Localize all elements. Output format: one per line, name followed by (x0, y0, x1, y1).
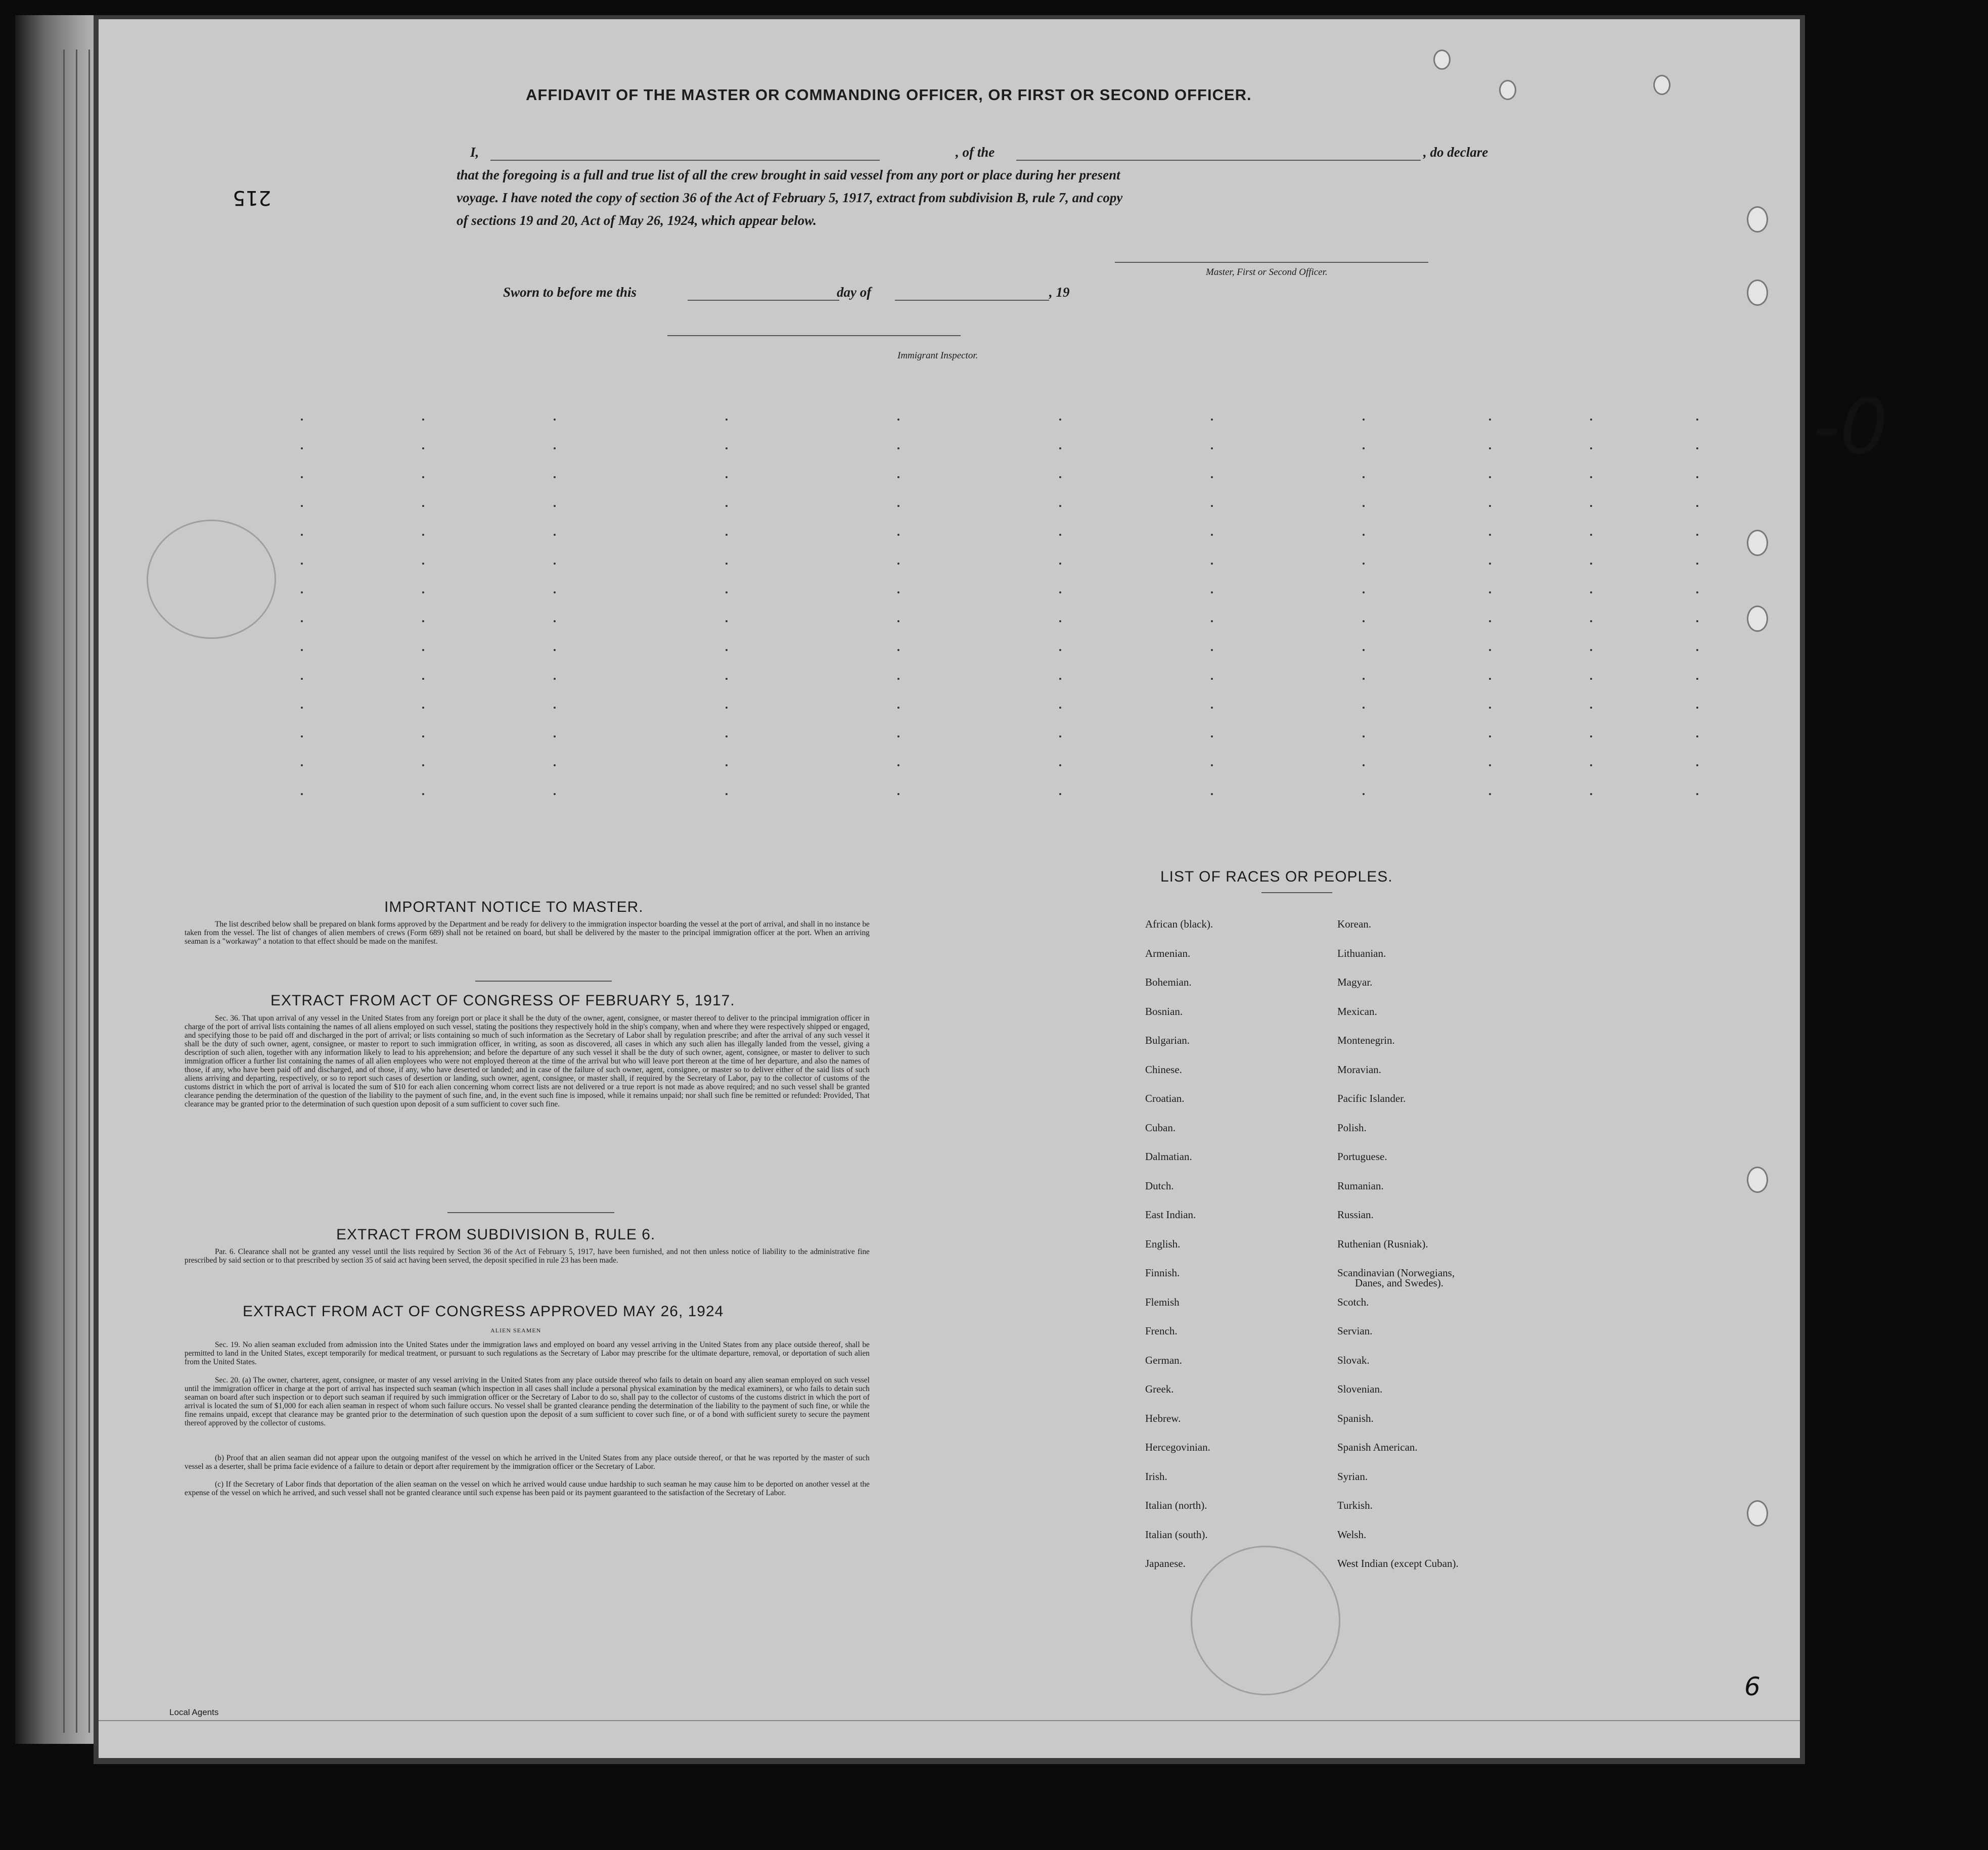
faint-dot (554, 649, 556, 651)
name-blank-line (490, 160, 880, 161)
faint-dot (422, 764, 424, 766)
faint-dot (726, 678, 728, 680)
faint-dot (726, 649, 728, 651)
faint-dot (726, 563, 728, 565)
race-item: German. (1145, 1354, 1182, 1366)
punch-hole (1747, 206, 1768, 233)
faint-dot (1590, 563, 1592, 565)
faint-dot (1211, 591, 1213, 593)
faint-dot (1211, 707, 1213, 709)
faint-dot (1059, 735, 1061, 737)
faint-dot (301, 735, 303, 737)
faint-dot (1363, 563, 1365, 565)
faint-dot (1059, 447, 1061, 449)
faint-dot (1696, 534, 1698, 536)
punch-hole (1653, 75, 1670, 95)
faint-stamp (1191, 1546, 1340, 1695)
officer-signature-line (1115, 262, 1428, 263)
race-item: French. (1145, 1325, 1178, 1337)
notice-title: IMPORTANT NOTICE TO MASTER. (384, 899, 644, 915)
affidavit-line2: that the foregoing is a full and true list of all the crew brought in said vessel from any port or place during her present (457, 167, 1120, 182)
faint-dot (422, 419, 424, 421)
race-item: Bosnian. (1145, 1005, 1183, 1018)
faint-dot (554, 447, 556, 449)
punch-hole (1747, 1167, 1768, 1193)
punch-hole (1747, 530, 1768, 556)
faint-dot (301, 764, 303, 766)
faint-dot (897, 649, 899, 651)
faint-dot (726, 591, 728, 593)
faint-dot (1696, 505, 1698, 507)
faint-dot (1211, 649, 1213, 651)
race-item: Ruthenian (Rusniak). (1337, 1237, 1428, 1250)
faint-dot (422, 735, 424, 737)
page-edge-line (63, 50, 65, 1733)
faint-dot (897, 620, 899, 622)
faint-dot (1489, 505, 1491, 507)
race-item: Greek. (1145, 1383, 1174, 1395)
race-item: Italian (south). (1145, 1528, 1208, 1541)
faint-dot (301, 620, 303, 622)
faint-dot (1590, 764, 1592, 766)
race-item: Polish. (1337, 1121, 1367, 1134)
local-agents-label: Local Agents (169, 1707, 219, 1717)
faint-dot (1696, 649, 1698, 651)
race-item: Bohemian. (1145, 976, 1192, 988)
faint-dot (726, 419, 728, 421)
affidavit-title: AFFIDAVIT OF THE MASTER OR COMMANDING OFFICER, OR FIRST OR SECOND OFFICER. (526, 86, 1252, 104)
faint-dot (1211, 620, 1213, 622)
faint-dot (1590, 707, 1592, 709)
faint-dot (1696, 735, 1698, 737)
faint-dot (1363, 534, 1365, 536)
extract-1924-sec19: Sec. 19. No alien seaman excluded from admission into the United States under the immigration laws and employed on board any vessel arriving in the United States from any place outside thereof, shall be permitted to land in the United States, except temporarily for medical treatment, or pursuant to such regulations as the Secretary of Labor may prescribe for the ultimate departure, removal, or deportation of such alien from the United States. (185, 1340, 870, 1366)
faint-dot (301, 505, 303, 507)
faint-dot (726, 793, 728, 795)
faint-dot (1696, 707, 1698, 709)
race-item: Slovak. (1337, 1354, 1370, 1366)
faint-dot (1211, 419, 1213, 421)
faint-dot (897, 735, 899, 737)
faint-dot (897, 764, 899, 766)
faint-dot (1363, 447, 1365, 449)
race-item: Spanish. (1337, 1412, 1374, 1424)
race-item: Servian. (1337, 1325, 1373, 1337)
race-item: Chinese. (1145, 1063, 1182, 1076)
race-item: Welsh. (1337, 1528, 1367, 1541)
faint-dot (897, 591, 899, 593)
faint-dot (1489, 764, 1491, 766)
faint-dot (1059, 620, 1061, 622)
faint-dot (422, 707, 424, 709)
faint-dot (726, 534, 728, 536)
alien-seamen-subtitle: ALIEN SEAMEN (490, 1327, 541, 1334)
handwritten-corner-mark: 6 (1744, 1672, 1760, 1701)
inspector-signature-line (667, 335, 961, 336)
race-item: Korean. (1337, 918, 1372, 930)
handwritten-page-number: 215 (233, 186, 272, 209)
race-item: Cuban. (1145, 1121, 1176, 1134)
race-item: East Indian. (1145, 1209, 1196, 1221)
faint-dot (1059, 419, 1061, 421)
sworn-text: Sworn to before me this (503, 285, 637, 300)
faint-dot (554, 707, 556, 709)
faint-dot (422, 678, 424, 680)
race-item: Lithuanian. (1337, 947, 1386, 959)
race-item: English. (1145, 1237, 1181, 1250)
faint-dot (1696, 447, 1698, 449)
day-of-text: day of (837, 285, 872, 300)
faint-dot (1489, 447, 1491, 449)
faint-dot (1059, 591, 1061, 593)
faint-dot (897, 563, 899, 565)
divider (475, 981, 612, 982)
page-edge-line (88, 50, 90, 1733)
faint-dot (1590, 678, 1592, 680)
faint-dot (422, 534, 424, 536)
faint-dot (1363, 764, 1365, 766)
faint-dot (1211, 476, 1213, 478)
affidavit-declare: , do declare (1423, 145, 1488, 160)
faint-dot (1059, 793, 1061, 795)
extract-1924-title: EXTRACT FROM ACT OF CONGRESS APPROVED MAY 26, 1924 (243, 1303, 724, 1320)
faint-dot (1211, 563, 1213, 565)
race-item: Irish. (1145, 1470, 1167, 1483)
sworn-day-line (688, 300, 839, 301)
faint-dot (1059, 649, 1061, 651)
faint-dot (301, 534, 303, 536)
race-item: Pacific Islander. (1337, 1092, 1406, 1104)
faint-dot (1590, 476, 1592, 478)
faint-dot (1489, 793, 1491, 795)
faint-dot (1489, 476, 1491, 478)
divider (447, 1212, 614, 1213)
faint-dot (1590, 419, 1592, 421)
faint-dot (301, 419, 303, 421)
faint-dot (1363, 793, 1365, 795)
faint-dot (301, 649, 303, 651)
faint-dot (554, 620, 556, 622)
faint-dot (1489, 678, 1491, 680)
race-item: Finnish. (1145, 1267, 1180, 1279)
faint-dot (1696, 419, 1698, 421)
race-item: Italian (north). (1145, 1499, 1207, 1511)
faint-dot (301, 447, 303, 449)
faint-dot (726, 764, 728, 766)
manifest-page (99, 19, 1888, 1758)
race-item: Montenegrin. (1337, 1034, 1395, 1046)
officer-label: Master, First or Second Officer. (1206, 267, 1328, 278)
faint-dot (422, 563, 424, 565)
race-item: Magyar. (1337, 976, 1373, 988)
faint-dot (1489, 419, 1491, 421)
faint-dot (554, 419, 556, 421)
extract-1917-title: EXTRACT FROM ACT OF CONGRESS OF FEBRUARY 5, 1917. (270, 992, 735, 1009)
faint-dot (1590, 591, 1592, 593)
faint-dot (422, 476, 424, 478)
punch-hole (1433, 50, 1451, 70)
page-edge-line (76, 50, 77, 1733)
race-item: Turkish. (1337, 1499, 1373, 1511)
faint-dot (422, 649, 424, 651)
race-item: Russian. (1337, 1209, 1374, 1221)
faint-dot (301, 707, 303, 709)
faint-dot (897, 447, 899, 449)
vessel-blank-line (1016, 160, 1421, 161)
faint-dot (554, 563, 556, 565)
faint-dot (1696, 591, 1698, 593)
faint-dot (726, 735, 728, 737)
extract-1924-sec20b: (b) Proof that an alien seaman did not appear upon the outgoing manifest of the vessel on which he arrived in the United States from any place outside thereof, or that he was reported by the master of such vessel as a deserter, shall be prima facie evidence of a failure to detain or deport after requirement by the immigration officer or the Secretary of Labor. (185, 1454, 870, 1471)
faint-dot (301, 563, 303, 565)
faint-dot (301, 591, 303, 593)
affidavit-line4: of sections 19 and 20, Act of May 26, 1924, which appear below. (457, 213, 817, 228)
faint-dot (1059, 678, 1061, 680)
faint-dot (726, 620, 728, 622)
punch-hole (1747, 1500, 1768, 1527)
faint-dot (726, 447, 728, 449)
race-item: Moravian. (1337, 1063, 1381, 1076)
faint-dot (726, 707, 728, 709)
faint-dot (1696, 620, 1698, 622)
faint-dot (1059, 707, 1061, 709)
faint-dot (1059, 764, 1061, 766)
faint-dot (1059, 505, 1061, 507)
faint-dot (554, 678, 556, 680)
faint-dot (897, 678, 899, 680)
faint-dot (1363, 505, 1365, 507)
faint-dot (1363, 620, 1365, 622)
faint-dot (422, 620, 424, 622)
race-item: Mexican. (1337, 1005, 1377, 1018)
extract-rule6-body: Par. 6. Clearance shall not be granted any vessel until the lists required by Section 36 of the Act of February 5, 1917, have been furnished, and not then unless notice of liability to the administrative fine prescribed by said section or to that prescribed by section 35 of said act having been served, the deposit specified in rule 23 has been made. (185, 1247, 870, 1265)
faint-dot (422, 793, 424, 795)
faint-dot (1696, 678, 1698, 680)
faint-dot (1059, 534, 1061, 536)
faint-dot (1590, 735, 1592, 737)
faint-dot (1363, 678, 1365, 680)
year-text: , 19 (1049, 285, 1070, 300)
faint-dot (1489, 735, 1491, 737)
faint-dot (1363, 419, 1365, 421)
race-item: Scotch. (1337, 1296, 1369, 1308)
faint-dot (1363, 476, 1365, 478)
race-item: Hercegovinian. (1145, 1441, 1210, 1453)
faint-dot (897, 476, 899, 478)
faint-dot (1489, 591, 1491, 593)
affidavit-line3: voyage. I have noted the copy of section 36 of the Act of February 5, 1917, extract from subdivision B, rule 7, and copy (457, 190, 1123, 205)
race-item: Rumanian. (1337, 1179, 1384, 1192)
punch-hole (1747, 606, 1768, 632)
races-title: LIST OF RACES OR PEOPLES. (1160, 868, 1393, 885)
faint-dot (1696, 793, 1698, 795)
race-item: Scandinavian (Norwegians, (1337, 1267, 1455, 1279)
faint-dot (726, 476, 728, 478)
faint-stamp (147, 520, 276, 639)
faint-dot (554, 793, 556, 795)
faint-dot (897, 534, 899, 536)
faint-dot (1696, 476, 1698, 478)
race-item: Portuguese. (1337, 1150, 1387, 1163)
faint-dot (1211, 447, 1213, 449)
race-item: Syrian. (1337, 1470, 1368, 1483)
faint-dot (1590, 534, 1592, 536)
faint-dot (1590, 620, 1592, 622)
handwritten-margin-mark: -0 (1813, 383, 1888, 471)
faint-dot (1363, 591, 1365, 593)
faint-dot (1211, 534, 1213, 536)
extract-1917-body: Sec. 36. That upon arrival of any vessel in the United States from any foreign port or place it shall be the duty of the owner, agent, consignee, or master thereof to deliver to the principal immigration officer in charge of the port of arrival lists containing the names of all aliens employed on such vessel, stating the positions they respectively hold in the ship's company, when and where they were respectively shipped or engaged, and specifying those to be paid off and discharged in the port of arrival; or lists containing so much of such information as the Secretary of Labor shall by regulation prescribe; and after the arrival of any such vessel it shall be the duty of such owner, agent, consignee, or master to report to such immigration officer, in writing, as soon as discovered, all cases in which any such alien has illegally landed from the vessel, giving a description of such alien, together with any information likely to lead to his apprehension; and before the departure of any such vessel it shall be the duty of such owner, agent, consignee, or master to deliver to such immigration officer a further list containing the names of all alien employees who were not employed thereon at the time of the arrival but who will leave port thereon at the time of her departure, and also the names of those, if any, who have been paid off and discharged, and of those, if any, who have deserted or landed; and in case of the failure of such owner, agent, consignee, or master so to deliver either of the said lists of such aliens arriving and departing, respectively, or so to report such cases of desertion or landing, such owner, agent, consignee, or master shall, if required by the Secretary of Labor, pay to the collector of customs of the customs district in which the port of arrival is located the sum of $10 for each alien concerning whom correct lists are not delivered or a true report is not made as above required; and no such vessel shall be granted clearance pending the determination of the question of the liability to the payment of such fine, and, in the event such fine is imposed, while it remains unpaid; nor shall such fine be remitted or refunded: Provided, That clearance may be granted prior to the determination of such question upon deposit of a sum sufficient to cover such fine. (185, 1014, 870, 1108)
faint-dot (1211, 793, 1213, 795)
faint-dot (897, 793, 899, 795)
faint-dot (1590, 793, 1592, 795)
faint-dot (1489, 534, 1491, 536)
faint-dot (897, 419, 899, 421)
faint-dot (1363, 707, 1365, 709)
extract-rule6-title: EXTRACT FROM SUBDIVISION B, RULE 6. (336, 1226, 656, 1243)
faint-dot (301, 678, 303, 680)
race-item: Croatian. (1145, 1092, 1185, 1104)
faint-dot (1211, 764, 1213, 766)
faint-dot (1590, 649, 1592, 651)
faint-dot (1489, 563, 1491, 565)
faint-dot (1696, 764, 1698, 766)
extract-1924-sec20a: Sec. 20. (a) The owner, charterer, agent, consignee, or master of any vessel arriving in the United States from any place outside thereof who fails to detain on board any alien seaman employed on such vessel until the immigration officer in charge at the port of arrival has inspected such seaman (which inspection in all cases shall include a personal physical examination by the medical examiners), or who fails to detain such seaman on board after such inspection or to deport such seaman if required by such immigration officer or the Secretary of Labor to do so, shall pay to the collector of customs of the customs district in which the port of arrival is located the sum of $1,000 for each alien seaman in respect of whom such failure occurs. No vessel shall be granted clearance pending the determination of the liability to the payment of such fine, or while the fine remains unpaid, except that clearance may be granted prior to the determination of such question upon the deposit of a sum sufficient to cover such fine, or of a bond with sufficient surety to secure the payment thereof approved by the collector of customs. (185, 1376, 870, 1427)
faint-dot (1489, 649, 1491, 651)
race-item: Dutch. (1145, 1179, 1174, 1192)
faint-dot (301, 476, 303, 478)
affidavit-of-the: , of the (956, 145, 995, 160)
faint-dot (1363, 735, 1365, 737)
faint-dot (1363, 649, 1365, 651)
inspector-label: Immigrant Inspector. (897, 350, 978, 361)
faint-dot (301, 793, 303, 795)
extract-1924-sec20c: (c) If the Secretary of Labor finds that deportation of the alien seaman on the vessel on which he arrived would cause undue hardship to such seaman he may cause him to be deported on another vessel at the expense of the vessel on which he arrived, and such vessel shall not be granted clearance until such expense has been paid or its payment guaranteed to the satisfaction of the Secretary of Labor. (185, 1480, 870, 1497)
faint-dot (554, 534, 556, 536)
faint-dot (1696, 563, 1698, 565)
faint-dot (554, 591, 556, 593)
race-item: Hebrew. (1145, 1412, 1181, 1424)
faint-dot (897, 505, 899, 507)
faint-dot (726, 505, 728, 507)
faint-dot (1059, 563, 1061, 565)
faint-dot (1489, 620, 1491, 622)
faint-dot (1590, 505, 1592, 507)
affidavit-i: I, (470, 145, 479, 160)
race-item: West Indian (except Cuban). (1337, 1557, 1459, 1569)
race-item: Japanese. (1145, 1557, 1186, 1569)
faint-dot (1211, 735, 1213, 737)
faint-dot (1211, 505, 1213, 507)
faint-dot (554, 476, 556, 478)
divider (1261, 892, 1332, 893)
faint-dot (897, 707, 899, 709)
faint-dot (422, 505, 424, 507)
faint-dot (554, 735, 556, 737)
faint-dot (1211, 678, 1213, 680)
faint-dot (554, 505, 556, 507)
race-item: Slovenian. (1337, 1383, 1383, 1395)
punch-hole (1747, 280, 1768, 306)
race-item: Dalmatian. (1145, 1150, 1192, 1163)
faint-dot (422, 591, 424, 593)
sworn-month-line (895, 300, 1049, 301)
race-item: African (black). (1145, 918, 1213, 930)
punch-hole (1499, 80, 1516, 100)
faint-dot (1489, 707, 1491, 709)
faint-dot (422, 447, 424, 449)
footer-line (99, 1720, 1800, 1721)
race-item: Bulgarian. (1145, 1034, 1190, 1046)
race-item: Armenian. (1145, 947, 1191, 959)
faint-dot (554, 764, 556, 766)
faint-dot (1059, 476, 1061, 478)
faint-dot (1590, 447, 1592, 449)
race-item: Flemish (1145, 1296, 1180, 1308)
notice-body: The list described below shall be prepared on blank forms approved by the Department and be ready for delivery to the immigration inspector boarding the vessel at the port of arrival, and shall in no instance be taken from the vessel. The list of changes of alien members of crews (Form 689) shall not be retained on board, but shall be delivered by the master to the principal immigration officer at the port. When an arriving seaman is a "workaway" a notation to that effect should be made on the manifest. (185, 920, 870, 946)
race-item: Spanish American. (1337, 1441, 1418, 1453)
race-item-continuation: Danes, and Swedes). (1355, 1277, 1443, 1289)
